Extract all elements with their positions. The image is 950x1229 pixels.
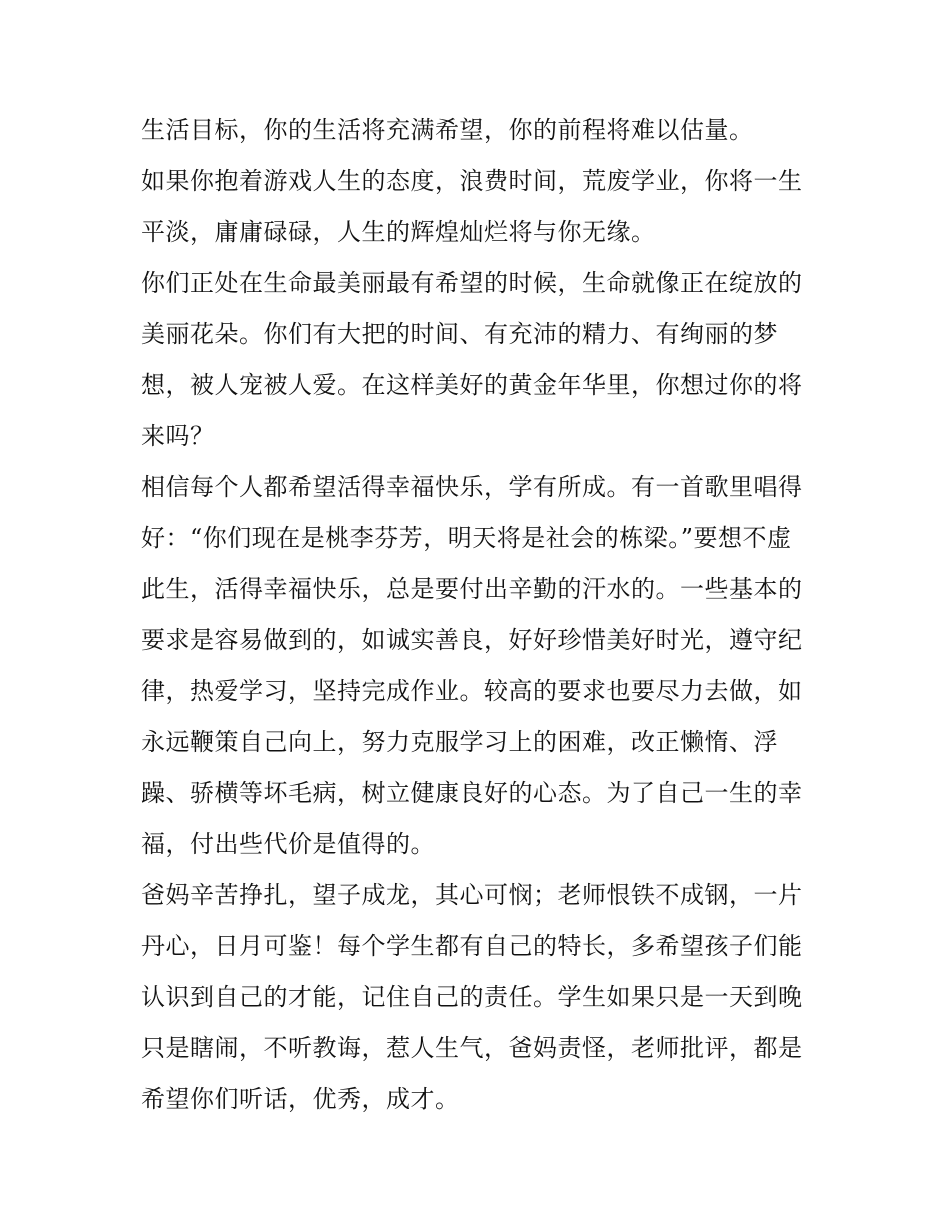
text-line: 来吗？ [141,422,215,450]
text-line: 此生，活得幸福快乐，总是要付出辛勤的汗水的。一些基本的 [141,575,803,603]
text-line: 丹心，日月可鉴！每个学生都有自己的特长，多希望孩子们能 [141,932,803,960]
text-line: 生活目标，你的生活将充满希望，你的前程将难以估量。 [141,116,754,144]
text-line: 相信每个人都希望活得幸福快乐，学有所成。有一首歌里唱得 [141,473,803,501]
text-line: 如果你抱着游戏人生的态度，浪费时间，荒废学业，你将一生 [141,167,803,195]
document-body [141,105,813,1125]
text-line: 躁、骄横等坏毛病，树立健康良好的心态。为了自己一生的幸 [141,779,803,807]
text-line: 要求是容易做到的，如诚实善良，好好珍惜美好时光，遵守纪 [141,626,803,654]
text-line: 希望你们听话，优秀，成才。 [141,1085,460,1113]
text-line: 永远鞭策自己向上，努力克服学习上的困难，改正懒惰、浮 [141,728,778,756]
text-line: 爸妈辛苦挣扎，望子成龙，其心可悯；老师恨铁不成钢，一片 [141,881,803,909]
text-line: 福，付出些代价是值得的。 [141,830,435,858]
text-line: 美丽花朵。你们有大把的时间、有充沛的精力、有绚丽的梦 [141,320,778,348]
text-line: 想，被人宠被人爱。在这样美好的黄金年华里，你想过你的将 [141,371,803,399]
text-line: 平淡，庸庸碌碌，人生的辉煌灿烂将与你无缘。 [141,218,656,246]
text-line: 律，热爱学习，坚持完成作业。较高的要求也要尽力去做，如 [141,677,803,705]
text-line: 认识到自己的才能，记住自己的责任。学生如果只是一天到晚 [141,983,803,1011]
text-line: 好：“你们现在是桃李芬芳，明天将是社会的栋梁。”要想不虚 [141,524,792,552]
text-line: 只是瞎闹，不听教诲，惹人生气，爸妈责怪，老师批评，都是 [141,1034,803,1062]
text-line: 你们正处在生命最美丽最有希望的时候，生命就像正在绽放的 [141,269,803,297]
